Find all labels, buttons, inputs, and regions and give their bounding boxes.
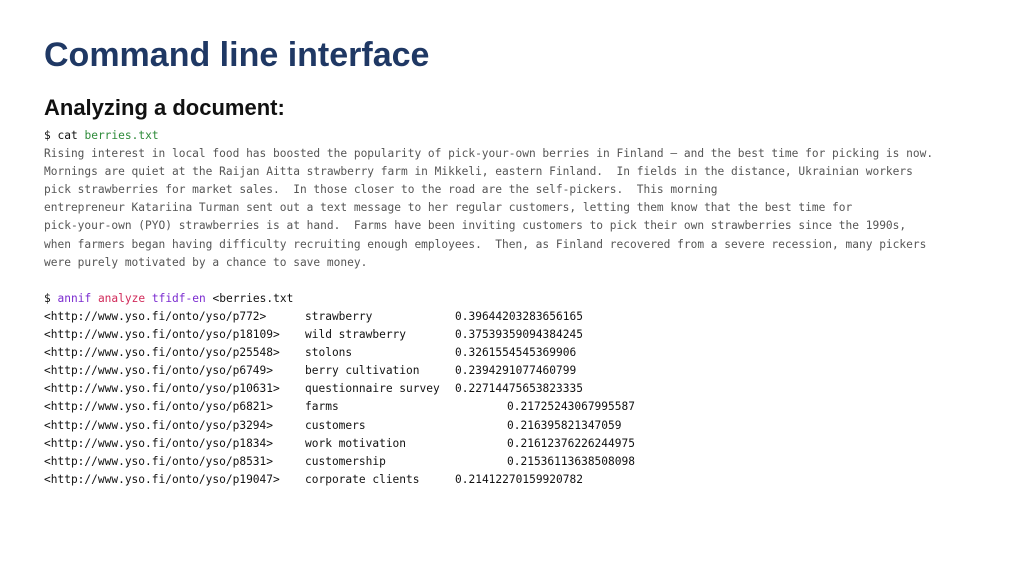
subject-label: work motivation — [305, 436, 407, 450]
subject-uri: <http://www.yso.fi/onto/yso/p6821> — [44, 400, 274, 414]
subject-uri: <http://www.yso.fi/onto/yso/p19047> — [44, 472, 280, 486]
document-line: Mornings are quiet at the Raijan Aitta strawberry farm in Mikkeli, eastern Finland. In fields in the distance, Ukrainian workers — [44, 165, 913, 179]
subject-score: 0.21612376226244975 — [507, 436, 635, 450]
result-row — [44, 326, 1004, 344]
result-row — [44, 471, 1004, 489]
cat-command: cat — [57, 129, 78, 142]
terminal-output — [44, 127, 1004, 489]
subject-score: 0.22714475653823335 — [455, 382, 583, 396]
analyze-subcommand: analyze — [97, 291, 146, 305]
result-row — [44, 308, 1004, 326]
subject-label: strawberry — [305, 309, 373, 323]
document-line: were purely motivated by a chance to save money. — [44, 255, 368, 269]
result-row — [44, 398, 1004, 416]
subject-label: wild strawberry — [305, 328, 407, 342]
document-line: when farmers began having difficulty recruiting enough employees. Then, as Finland recovered from a severe recession, many pickers — [44, 237, 927, 251]
subject-label: berry cultivation — [305, 364, 420, 378]
annif-program: annif — [57, 291, 92, 305]
subject-uri: <http://www.yso.fi/onto/yso/p772> — [44, 309, 267, 323]
subject-uri: <http://www.yso.fi/onto/yso/p10631> — [44, 382, 280, 396]
subject-uri: <http://www.yso.fi/onto/yso/p3294> — [44, 418, 274, 432]
result-row — [44, 435, 1004, 453]
subject-label: farms — [305, 400, 339, 414]
subject-score: 0.2394291077460799 — [455, 364, 577, 378]
document-line: pick-your-own (PYO) strawberries is at hand. Farms have been inviting customers to pick their own strawberries since the 1990s, — [44, 219, 907, 233]
project-argument: tfidf-en — [151, 291, 206, 305]
shell-prompt: $ — [44, 129, 51, 142]
subject-label: stolons — [305, 346, 353, 360]
annif-command-line — [44, 290, 1004, 308]
subject-score: 0.216395821347059 — [507, 418, 622, 432]
result-row — [44, 380, 1004, 398]
subject-score: 0.21725243067995587 — [507, 400, 635, 414]
input-redirect: <berries.txt — [212, 291, 294, 305]
subject-score: 0.39644203283656165 — [455, 309, 583, 323]
blank-line — [44, 272, 1004, 290]
cat-command-line — [44, 127, 1004, 145]
subject-score: 0.37539359094384245 — [455, 328, 583, 342]
document-line: Rising interest in local food has boosted the popularity of pick-your-own berries in Finland – and the best time for picking is now. — [44, 147, 934, 161]
subject-uri: <http://www.yso.fi/onto/yso/p8531> — [44, 454, 274, 468]
subject-score: 0.3261554545369906 — [455, 346, 577, 360]
shell-prompt: $ — [44, 291, 51, 305]
filename-argument: berries.txt — [84, 129, 159, 142]
result-row — [44, 344, 1004, 362]
section-heading: Analyzing a document: — [44, 95, 285, 120]
slide-title: Command line interface — [44, 36, 430, 74]
results-list — [44, 308, 1004, 489]
subject-uri: <http://www.yso.fi/onto/yso/p6749> — [44, 364, 274, 378]
document-line: pick strawberries for market sales. In those closer to the road are the self-pickers. This morning — [44, 183, 718, 197]
result-row — [44, 362, 1004, 380]
document-line: entrepreneur Katariina Turman sent out a text message to her regular customers, letting them know that the best time for — [44, 201, 853, 215]
result-row — [44, 453, 1004, 471]
document-text — [44, 145, 1004, 272]
result-row — [44, 417, 1004, 435]
subject-label: corporate clients — [305, 472, 420, 486]
subject-score: 0.21412270159920782 — [455, 472, 583, 486]
subject-label: customership — [305, 454, 386, 468]
subject-label: customers — [305, 418, 366, 432]
subject-uri: <http://www.yso.fi/onto/yso/p18109> — [44, 328, 280, 342]
subject-uri: <http://www.yso.fi/onto/yso/p1834> — [44, 436, 274, 450]
subject-label: questionnaire survey — [305, 382, 440, 396]
subject-score: 0.21536113638508098 — [507, 454, 635, 468]
subject-uri: <http://www.yso.fi/onto/yso/p25548> — [44, 346, 280, 360]
